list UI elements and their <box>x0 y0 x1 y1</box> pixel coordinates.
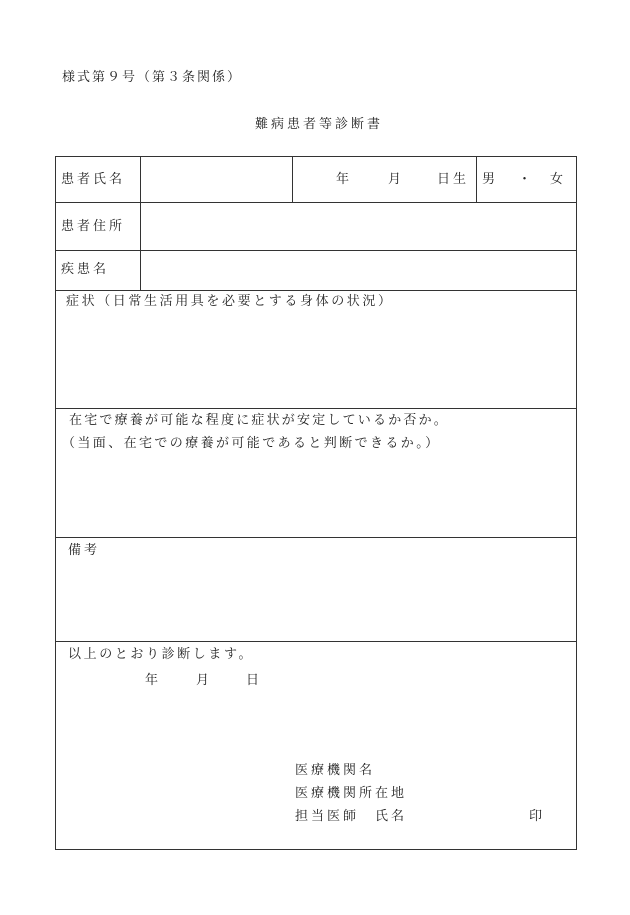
row-divider <box>55 641 577 642</box>
row-divider <box>55 537 577 538</box>
sex-female-option[interactable]: 女 <box>550 172 567 187</box>
name-birthdate-divider <box>292 156 293 202</box>
medical-institution-address-label: 医療機関所在地 <box>295 786 408 801</box>
sex-male-option[interactable]: 男 <box>482 172 499 187</box>
remarks-label: 備考 <box>68 543 101 558</box>
remarks-field[interactable] <box>57 562 575 639</box>
sex-separator: ・ <box>518 172 535 187</box>
label-column-divider <box>140 156 141 290</box>
birth-month-label: 月 <box>388 172 405 187</box>
diagnosis-year-label: 年 <box>145 673 162 688</box>
symptoms-field[interactable] <box>57 314 575 406</box>
attending-doctor-name-label: 担当医師 氏名 <box>295 809 408 824</box>
row-divider <box>55 290 577 291</box>
patient-address-field[interactable] <box>142 204 575 248</box>
medical-institution-name-label: 医療機関名 <box>295 763 376 778</box>
stability-question-note: （当面、在宅での療養が可能であると判断できるか。） <box>62 436 441 451</box>
stability-field[interactable] <box>57 456 575 535</box>
certification-statement: 以上のとおり診断します。 <box>68 647 255 662</box>
stability-question: 在宅で療養が可能な程度に症状が安定しているか否か。 <box>69 413 450 428</box>
disease-name-field[interactable] <box>142 252 575 288</box>
diagnosis-day-label: 日 <box>246 673 263 688</box>
seal-mark: 印 <box>529 809 546 824</box>
row-divider <box>55 408 577 409</box>
patient-name-label: 患者氏名 <box>61 172 126 187</box>
disease-name-label: 疾患名 <box>61 262 110 277</box>
row-divider <box>55 202 577 203</box>
document-title: 難病患者等診断書 <box>255 117 384 132</box>
form-number: 様式第９号（第３条関係） <box>62 70 243 85</box>
row-divider <box>55 250 577 251</box>
diagnosis-month-label: 月 <box>196 673 213 688</box>
birth-day-label: 日生 <box>437 172 470 187</box>
birthdate-sex-divider <box>476 156 477 202</box>
patient-address-label: 患者住所 <box>61 219 126 234</box>
symptoms-label: 症状（日常生活用具を必要とする身体の状況） <box>66 294 394 309</box>
patient-name-field[interactable] <box>142 158 290 200</box>
birth-year-label: 年 <box>336 172 353 187</box>
